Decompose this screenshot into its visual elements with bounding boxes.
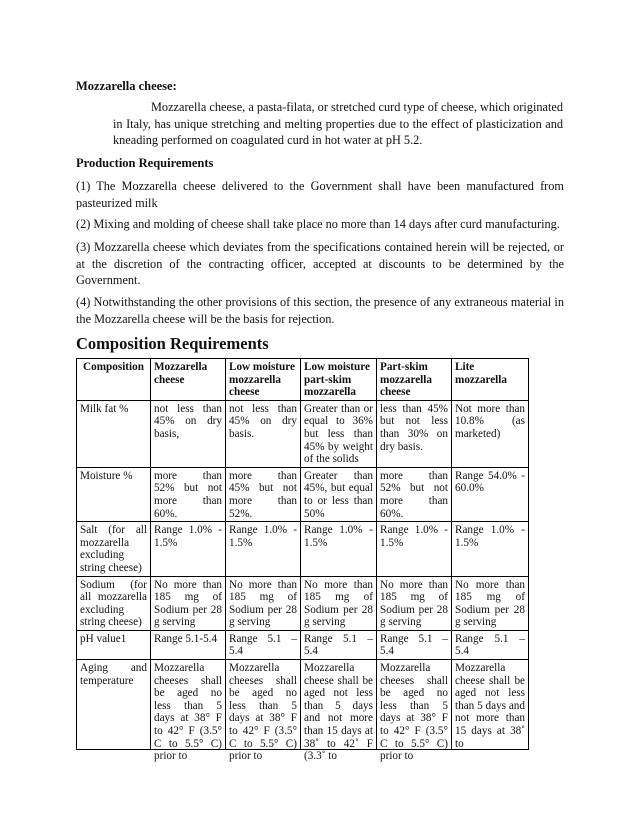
table-row (77, 400, 529, 467)
table-cell: more than 45% but not more than 52%. (226, 467, 301, 521)
cell-text: Mozzarella cheese shall be aged not less than 5 days and not more than 15 days at 38˚ to (455, 662, 525, 750)
table-cell: No more than 185 mg of Sodium per 28 g serving (151, 576, 226, 630)
table-row (77, 467, 529, 521)
table-cell: Moisture % (77, 467, 151, 521)
mozzarella-heading: Mozzarella cheese: (76, 79, 177, 93)
table-cell: Range 1.0% - 1.5% (226, 522, 301, 576)
table-cell: No more than 185 mg of Sodium per 28 g serving (226, 576, 301, 630)
table-cell: more than 52% but not more than 60%. (151, 467, 226, 521)
table-cell: not less than 45% on dry basis, (151, 400, 226, 467)
composition-table (76, 358, 529, 763)
table-cell: Sodium (for all mozzarella excluding string cheese) (77, 576, 151, 630)
table-cell: less than 45% but not less than 30% on dry basis. (377, 400, 452, 467)
table-row (77, 630, 529, 659)
table-cell: Range 5.1-5.4 (151, 630, 226, 659)
table-cell: Not more than 10.8% (as marketed) (452, 400, 529, 467)
table-cell: Range 5.1 – 5.4 (452, 630, 529, 659)
table-cell (452, 660, 529, 750)
table-header-cell: Low moisture part-skim mozzarella (301, 359, 377, 401)
requirement-1: (1) The Mozzarella cheese delivered to the Government shall have been manufactured from pasteurized milk (76, 179, 564, 210)
table-cell: Range 1.0% - 1.5% (377, 522, 452, 576)
table-header-cell: Part-skim mozzarella cheese (377, 359, 452, 401)
table-cell (77, 660, 151, 750)
table-cell (226, 660, 301, 763)
mozzarella-description: Mozzarella cheese, a pasta-filata, or stretched curd type of cheese, which originated in Italy, has unique stretching and melting properties due to the effect of plasticization and kneading performed on coagulated curd in hot water at pH 5.2. (113, 100, 563, 147)
requirement-2: (2) Mixing and molding of cheese shall take place no more than 14 days after curd manufacturing. (76, 217, 560, 231)
table-cell: more than 52% but not more than 60%. (377, 467, 452, 521)
table-cell: Greater than 45%, but equal to or less than 50% (301, 467, 377, 521)
table-cell: Range 1.0% - 1.5% (301, 522, 377, 576)
table-row (77, 660, 529, 750)
table-cell: Range 54.0% - 60.0% (452, 467, 529, 521)
table-cell (301, 660, 377, 763)
table-cell: Salt (for all mozzarella excluding string cheese) (77, 522, 151, 576)
table-cell: No more than 185 mg of Sodium per 28 g serving (452, 576, 529, 630)
cell-text: Mozzarella cheeses shall be aged no less than 5 days at 38° F to 42° F (3.5° C to 5.5° C) prior to (229, 662, 297, 763)
cell-text: Mozzarella cheese shall be aged not less than 5 days and not more than 15 days at 38˚ to 42˚ F (3.3˚ to (304, 662, 373, 763)
requirement-4: (4) Notwithstanding the other provisions of this section, the presence of any extraneous material in the Mozzarella cheese will be the basis for rejection. (76, 295, 564, 326)
table-cell: Range 1.0% - 1.5% (151, 522, 226, 576)
table-cell: No more than 185 mg of Sodium per 28 g serving (301, 576, 377, 630)
requirement-3: (3) Mozzarella cheese which deviates from the specifications contained herein will be rejected, or at the discretion of the contracting officer, accepted at discounts to be determined by the Government. (76, 240, 564, 287)
table-row (77, 522, 529, 576)
production-heading: Production Requirements (76, 156, 214, 170)
table-header-cell: Lite mozzarella (452, 359, 529, 401)
table-cell: Range 5.1 – 5.4 (301, 630, 377, 659)
table-cell: Range 5.1 – 5.4 (377, 630, 452, 659)
cell-text: Aging and temperature (80, 662, 147, 687)
cell-text: Mozzarella cheeses shall be aged no less than 5 days at 38° F to 42° F (3.5° C to 5.5° C) prior to (154, 662, 222, 763)
table-cell (151, 660, 226, 763)
table-header-cell: Mozzarella cheese (151, 359, 226, 401)
table-header-cell: Low moisture mozzarella cheese (226, 359, 301, 401)
table-cell: not less than 45% on dry basis. (226, 400, 301, 467)
table-cell: No more than 185 mg of Sodium per 28 g serving (377, 576, 452, 630)
composition-title: Composition Requirements (76, 334, 269, 353)
table-cell: Range 5.1 – 5.4 (226, 630, 301, 659)
table-header-cell: Composition (77, 359, 151, 401)
table-header-row (77, 359, 529, 401)
table-cell: pH value1 (77, 630, 151, 659)
table-cell: Greater than or equal to 36% but less than 45% by weight of the solids (301, 400, 377, 467)
table-cell (377, 660, 452, 763)
cell-text: Mozzarella cheeses shall be aged no less than 5 days at 38° F to 42° F (3.5° C to 5.5° C) prior to (380, 662, 448, 763)
table-cell: Milk fat % (77, 400, 151, 467)
table-row (77, 576, 529, 630)
table-cell: Range 1.0% - 1.5% (452, 522, 529, 576)
